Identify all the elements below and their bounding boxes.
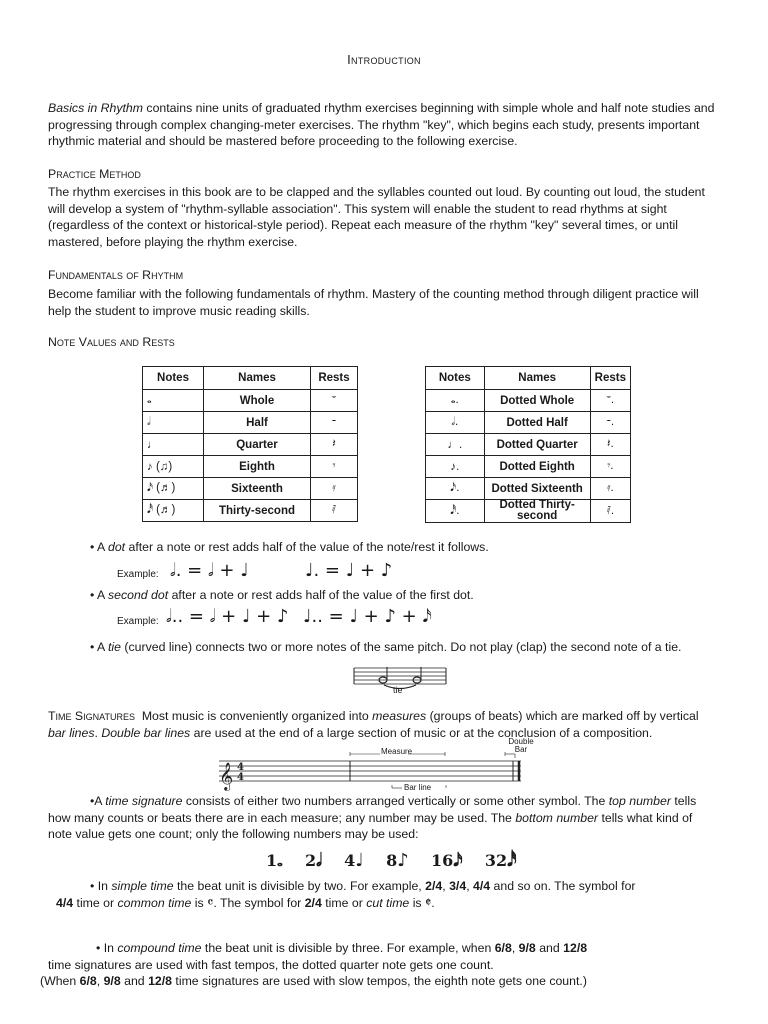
dot-bullet <box>90 540 489 554</box>
second-dot-example-label: Example: <box>117 616 159 627</box>
practice-heading: Practice Method <box>48 167 141 181</box>
rest-cell: 𝄿 <box>311 478 358 500</box>
note-cell: 𝅝 <box>143 390 204 412</box>
ts-def-text-3: tells what kind of note value gets one count; only the following numbers may be used: <box>48 810 693 841</box>
table-row <box>426 434 631 456</box>
intro-paragraph <box>48 100 718 150</box>
table-row <box>143 412 358 434</box>
compound-text-4a: (When <box>40 974 80 988</box>
measure-staff-diagram <box>215 744 545 794</box>
name-cell: Eighth <box>204 456 311 478</box>
ts-def-prefix: •A <box>90 794 106 808</box>
number-32: 32 <box>484 851 508 870</box>
common-time-term: common time <box>117 895 192 910</box>
compound-time-paragraph: • In compound time the beat unit is divisible by three. For example, when 6/8, 9/8 and 12/8 time signatures are used with fast tempos, the dotted quarter note gets one count. (When 6/8, 9/8 and 12/8 time signatures are used with slow tempos, the eighth note gets one count.) <box>40 941 588 988</box>
simple-text-7: is <box>409 895 425 910</box>
simple-prefix: • In <box>90 879 112 893</box>
sixteenth-note-icon: 𝅘𝅥𝅯 <box>453 850 463 871</box>
ts-def-text-1: consists of either two numbers arranged vertically or some other symbol. The <box>182 794 609 808</box>
table-row <box>426 478 631 500</box>
tie-prefix: • A <box>90 640 108 654</box>
dot-text: after a note or rest adds half of the value of the note/rest it follows. <box>125 540 489 554</box>
example-3-4: 3/4 <box>449 879 467 893</box>
number-4: 4 <box>344 851 356 870</box>
dotted-values-table <box>425 366 631 523</box>
name-cell: Thirty-second <box>204 500 311 522</box>
simple-term: simple time <box>111 879 174 893</box>
name-cell: Dotted Thirty-second <box>484 500 590 523</box>
time-signature-definition <box>48 793 718 843</box>
rest-cell: 𝄾 <box>311 456 358 478</box>
name-cell: Whole <box>204 390 311 412</box>
cut-time-icon: 𝄵 <box>425 894 432 911</box>
compound-term: compound time <box>117 941 202 955</box>
ts-def-term: time signature <box>105 794 183 808</box>
table-row <box>426 412 631 434</box>
eighth-note-icon: ♪ <box>397 850 409 871</box>
name-cell: Dotted Eighth <box>484 456 590 478</box>
table-row <box>143 500 358 522</box>
compound-text-3: time signatures are used with fast tempos, the dotted quarter note gets one count. <box>48 957 494 972</box>
common-time-icon: 𝄴 <box>207 894 214 911</box>
rest-cell: 𝄻. <box>590 390 630 412</box>
quarter-note-icon: ♩ <box>355 850 364 871</box>
compound-prefix: • In <box>96 941 118 955</box>
note-cell: 𝅘𝅥𝅯. <box>426 478 485 500</box>
second-dot-term: second dot <box>107 588 169 602</box>
simple-text-5: . The symbol for <box>213 895 305 910</box>
tie-bullet <box>90 640 681 654</box>
ts-double-bar-lines: Double bar lines <box>101 725 191 740</box>
number-8: 8 <box>386 851 398 870</box>
note-values-heading: Note Values and Rests <box>48 335 175 349</box>
number-2: 2 <box>304 851 317 870</box>
simple-text-8: . <box>431 895 435 910</box>
ts-def-bottom: bottom number <box>515 810 599 825</box>
whole-note-icon: 𝅝 <box>277 854 283 870</box>
name-cell: Quarter <box>204 434 311 456</box>
table-row <box>143 390 358 412</box>
fundamentals-heading: Fundamentals of Rhythm <box>48 268 184 282</box>
svg-text:4: 4 <box>237 762 244 773</box>
name-cell: Sixteenth <box>204 478 311 500</box>
second-dot-example-1: 𝅗𝅥.. = 𝅗𝅥 + ♩ + ♪ <box>166 606 289 627</box>
rest-cell: 𝄾. <box>590 456 630 478</box>
note-cell: 𝅘𝅥𝅯 (♬) <box>143 478 204 500</box>
second-dot-prefix: • A <box>90 588 108 602</box>
ts-text-1: Most music is conveniently organized into <box>141 709 373 723</box>
second-dot-example-2: ♩.. = ♩ + ♪ + 𝅘𝅥𝅯 <box>303 606 432 627</box>
simple-time-paragraph: • In simple time the beat unit is divisible by two. For example, 2/4, 3/4, 4/4 and so on. The symbol for 4/4 time or common time is 𝄴. The symbol for 2/4 time or cut time is 𝄵. <box>48 878 728 911</box>
header-notes: Notes <box>426 367 485 390</box>
table-header-row <box>143 367 358 390</box>
table-header-row <box>426 367 631 390</box>
table-row <box>143 478 358 500</box>
dot-term: dot <box>107 540 126 554</box>
book-title: Basics in Rhythm <box>48 101 143 115</box>
compound-text-2: and <box>535 941 564 955</box>
page-title: Introduction <box>347 52 421 67</box>
ts-text-2: (groups of beats) which are marked off by vertical <box>426 709 699 723</box>
double-bar-label: Double Bar <box>508 737 534 754</box>
table-row <box>143 456 358 478</box>
simple-text-1: the beat unit is divisible by two. For example, <box>173 879 422 893</box>
name-cell: Dotted Half <box>484 412 590 434</box>
note-cell: ♪ (♫) <box>143 456 204 478</box>
cut-time-term: cut time <box>366 895 410 910</box>
dot-example-1: 𝅗𝅥. = 𝅗𝅥 + ♩ <box>170 560 249 581</box>
simple-text-3: time or <box>73 895 118 910</box>
intro-text: contains nine units of graduated rhythm exercises beginning with simple whole and half note studies and progressing through complex changing-meter exercises. The rhythm "key", which begins each study, presents important rhythmic material and should be mastered before proceeding to the following exercise. <box>48 101 715 148</box>
compound-text-4c: time signatures are used with slow tempos, the eighth note gets one count.) <box>172 974 587 988</box>
rest-cell: 𝄽. <box>590 434 630 456</box>
dot-prefix: • A <box>90 540 108 554</box>
table-row <box>143 434 358 456</box>
rest-cell: 𝄿. <box>590 478 630 500</box>
thirty-second-note-icon: 𝅘𝅥𝅰 <box>507 850 517 871</box>
note-cell: 𝅘𝅥𝅰 (♬) <box>143 500 204 522</box>
svg-text:4: 4 <box>237 772 244 783</box>
tie-text: (curved line) connects two or more notes of the same pitch. Do not play (clap) the second note of a tie. <box>120 640 682 654</box>
second-dot-text: after a note or rest adds half of the value of the first dot. <box>168 588 474 602</box>
example-2-4: 2/4 <box>425 879 443 893</box>
practice-text: The rhythm exercises in this book are to be clapped and the syllables counted out loud. By counting out loud, the student will develop a system of "rhythm-syllable association". This system will enable the student to read rhythms at sight (regardless of the context or historical-style period). Repeat each measure of the rhythm "key" several times, or until mastered, before playing the rhythm exercise. <box>48 185 705 249</box>
note-values-table <box>142 366 358 522</box>
header-notes: Notes <box>143 367 204 390</box>
simple-text-2: and so on. The symbol for <box>490 879 636 893</box>
note-cell: 𝅘𝅥𝅰. <box>426 500 485 523</box>
header-rests: Rests <box>311 367 358 390</box>
simple-text-6: time or <box>321 895 367 910</box>
header-names: Names <box>484 367 590 390</box>
bar-line-label: Bar line <box>404 783 432 792</box>
simple-text-4: is <box>191 895 208 910</box>
rest-cell: 𝄼 <box>311 412 358 434</box>
dot-example-label: Example: <box>117 569 159 580</box>
bottom-numbers-row <box>266 850 517 871</box>
note-cell: 𝅝. <box>426 390 485 412</box>
ts-text-4: are used at the end of a large section of music or at the conclusion of a composition. <box>190 725 653 740</box>
ts-def-top: top number <box>608 794 671 808</box>
name-cell: Dotted Whole <box>484 390 590 412</box>
table-row <box>426 500 631 523</box>
note-cell: ♩. <box>426 434 485 456</box>
rest-cell: 𝄽 <box>311 434 358 456</box>
common-time-fraction: 4/4 <box>56 895 74 910</box>
rest-cell: 𝄼. <box>590 412 630 434</box>
ts-bar-lines: bar lines <box>48 725 95 740</box>
measure-label: Measure <box>381 747 413 756</box>
tie-term: tie <box>107 640 121 654</box>
example-4-4: 4/4 <box>473 879 491 893</box>
dot-example-2: ♩. = ♩ + ♪ <box>305 560 393 581</box>
ts-measures: measures <box>372 709 427 723</box>
treble-clef-icon: 𝄞 <box>219 762 234 790</box>
header-names: Names <box>204 367 311 390</box>
ts-text-3: . <box>94 725 102 740</box>
time-signatures-heading: Time Signatures <box>48 709 135 723</box>
name-cell: Half <box>204 412 311 434</box>
name-cell: Dotted Quarter <box>484 434 590 456</box>
second-dot-bullet <box>90 588 474 602</box>
ts-def-text-2: tells how many counts or beats there are in each measure; any number may be used. The <box>48 794 697 825</box>
compound-text-1: the beat unit is divisible by three. For example, when <box>201 941 495 955</box>
table-row <box>426 456 631 478</box>
note-cell: ♪. <box>426 456 485 478</box>
header-rests: Rests <box>590 367 630 390</box>
cut-time-fraction: 2/4 <box>304 895 322 910</box>
fundamentals-text: Become familiar with the following fundamentals of rhythm. Mastery of the counting method through diligent practice will help the student to improve music reading skills. <box>48 287 699 318</box>
note-cell: 𝅗𝅥. <box>426 412 485 434</box>
rest-cell: 𝅀. <box>590 500 630 523</box>
tie-label: tie <box>393 685 403 695</box>
compound-text-4b: and <box>120 974 149 988</box>
note-cell: ♩ <box>143 434 204 456</box>
number-1: 1 <box>266 851 278 870</box>
note-cell: 𝅗𝅥 <box>143 412 204 434</box>
time-signatures-paragraph <box>48 708 718 741</box>
number-16: 16 <box>430 851 454 870</box>
rest-cell: 𝄻 <box>311 390 358 412</box>
table-row <box>426 390 631 412</box>
half-note-icon: 𝅗𝅥 <box>316 850 322 871</box>
rest-cell: 𝅀 <box>311 500 358 522</box>
name-cell: Dotted Sixteenth <box>484 478 590 500</box>
